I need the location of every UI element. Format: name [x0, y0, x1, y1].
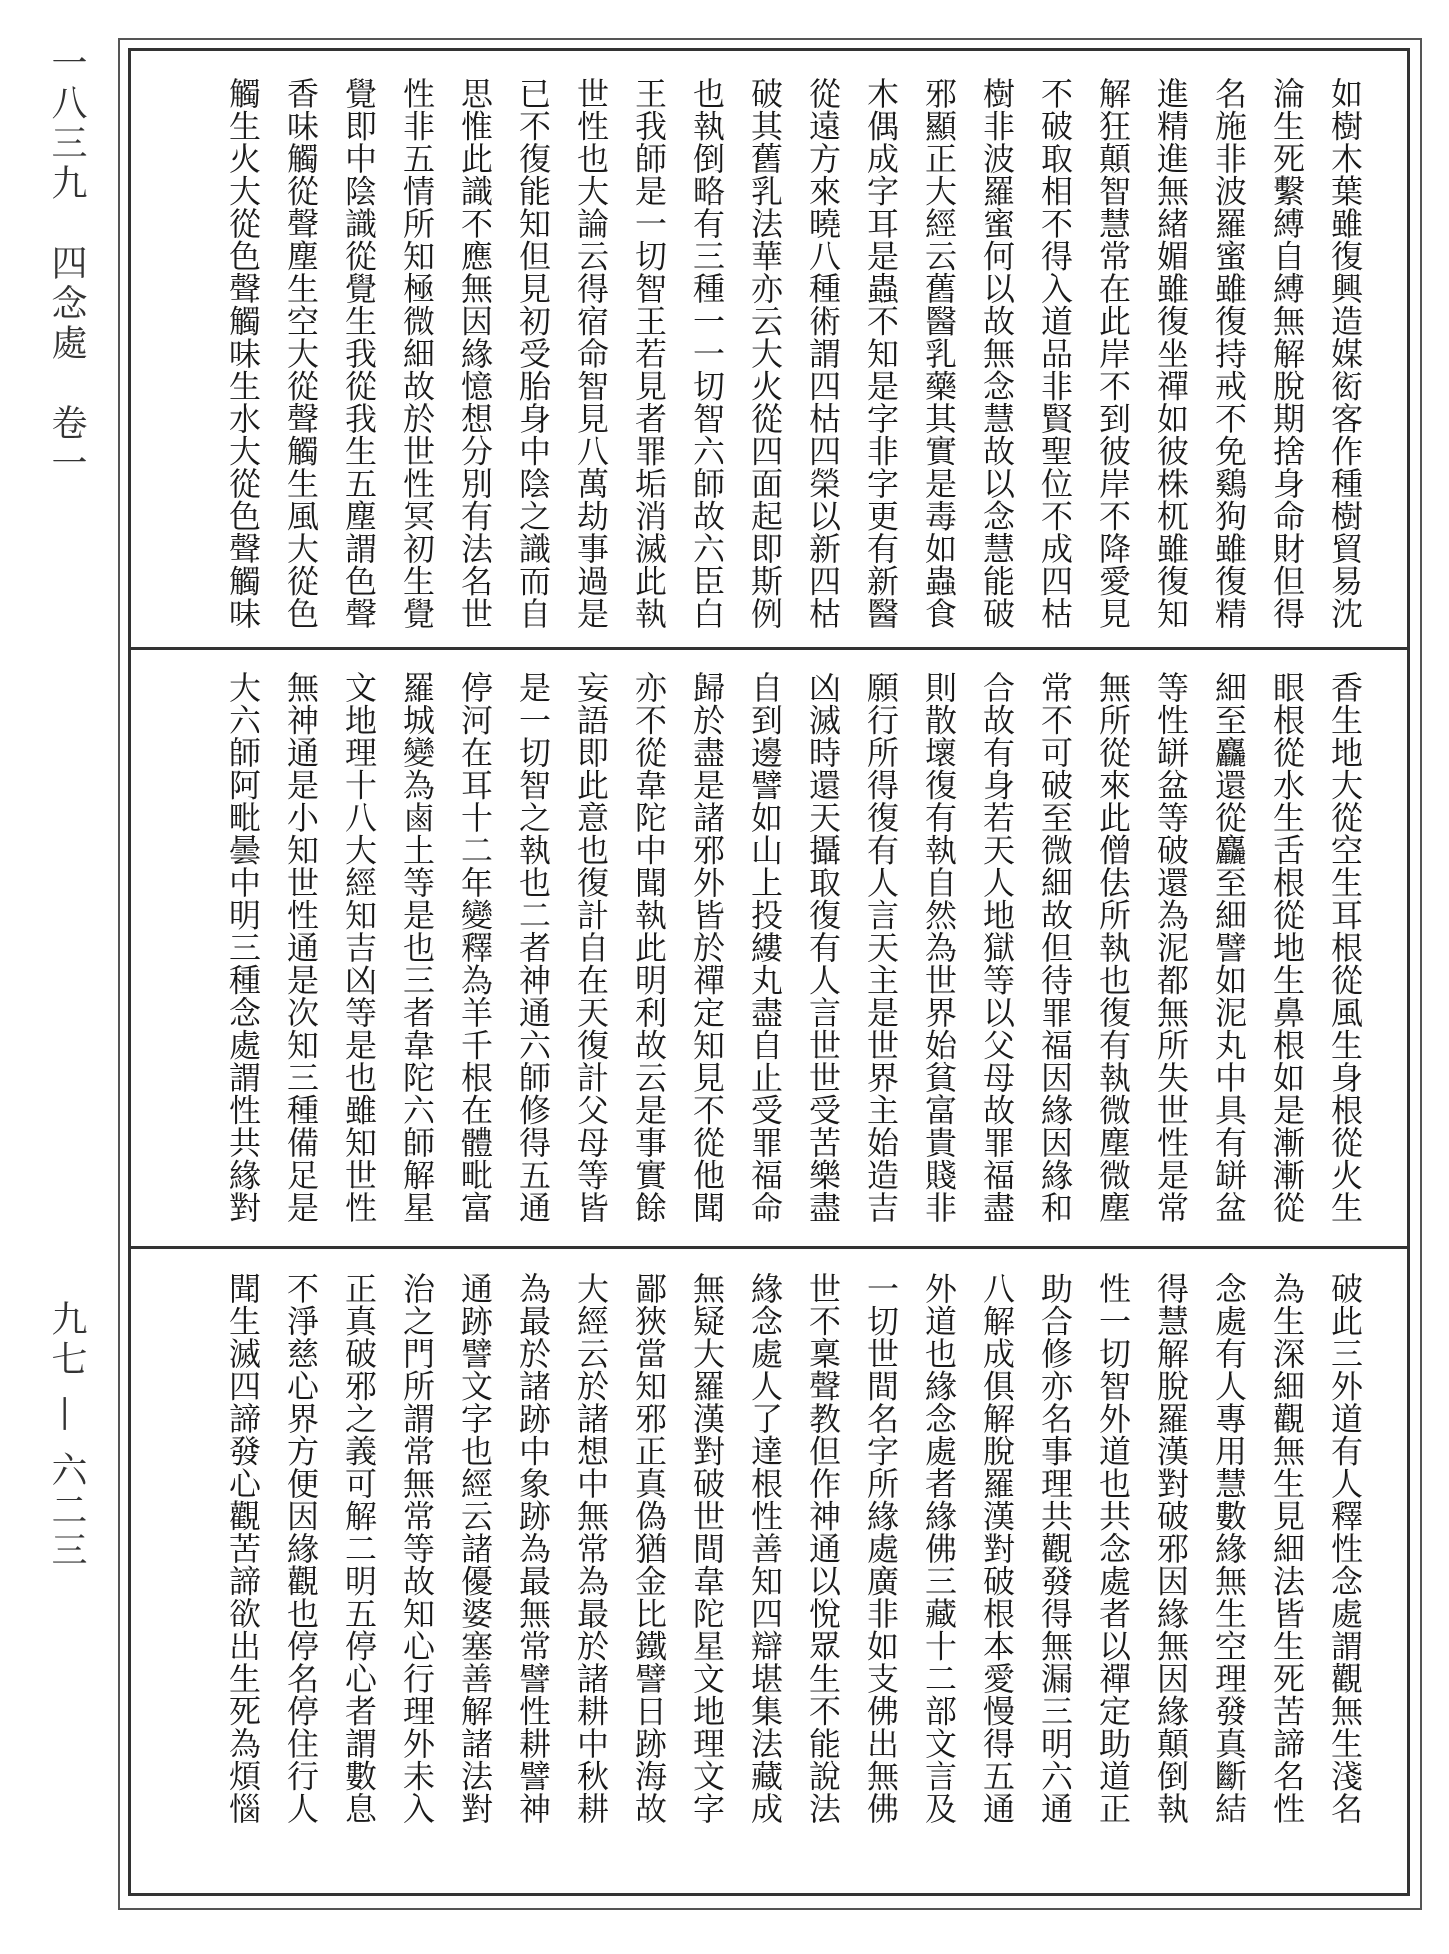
text-column: 念處有人專用慧數緣無生空理發真斷結: [1210, 1272, 1248, 1825]
text-register-3: [131, 1250, 1407, 1893]
text-column: 從遠方來曉八種術謂四枯四榮以新四枯: [804, 77, 842, 630]
text-column: 觸生火大從色聲觸味生水大從色聲觸味: [224, 77, 262, 630]
text-column: 細至麤還從麤至細譬如泥丸中具有缾盆: [1210, 671, 1248, 1224]
text-register-1: [131, 51, 1407, 648]
text-column: 世不稟聲教但作神通以悅眾生不能說法: [804, 1272, 842, 1825]
register-divider: [131, 647, 1407, 650]
text-column: 大六師阿毗曇中明三種念處謂性共緣對: [224, 671, 262, 1224]
text-column: 無疑大羅漢對破世間韋陀星文地理文字: [688, 1272, 726, 1825]
text-column: 思惟此識不應無因緣憶想分別有法名世: [456, 77, 494, 630]
text-column: 為最於諸跡中象跡為最無常譬性耕譬神: [514, 1272, 552, 1825]
text-column: 八解成俱解脫羅漢對破根本愛慢得五通: [978, 1272, 1016, 1825]
text-column: 木偶成字耳是蟲不知是字非字更有新醫: [862, 77, 900, 630]
register-divider: [131, 1246, 1407, 1249]
text-column: 羅城變為鹵土等是也三者韋陀六師解星: [398, 671, 436, 1224]
text-column: 進精進無緒媚雖復坐禪如彼株杌雖復知: [1152, 77, 1190, 630]
text-register-2: [131, 651, 1407, 1247]
text-column: 則散壞復有執自然為世界始貧富貴賤非: [920, 671, 958, 1224]
text-column: 自到邊譬如山上投縷丸盡自止受罪福命: [746, 671, 784, 1224]
text-column: 大經云於諸想中無常為最於諸耕中秋耕: [572, 1272, 610, 1825]
text-column: 治之門所謂常無常等故知心行理外未入: [398, 1272, 436, 1825]
text-column: 邪顯正大經云舊醫乳藥其實是毒如蟲食: [920, 77, 958, 630]
text-column: 願行所得復有人言天主是世界主始造吉: [862, 671, 900, 1224]
text-column: 如樹木葉雖復興造媒衒客作種樹貿易沈: [1326, 77, 1364, 630]
margin-header: 一八三九 四念處 卷一: [46, 44, 87, 484]
text-column: 合故有身若天人地獄等以父母故罪福盡: [978, 671, 1016, 1224]
text-column: 鄙狹當知邪正真偽猶金比鐵譬日跡海故: [630, 1272, 668, 1825]
text-column: 得慧解脫羅漢對破邪因緣無因緣顛倒執: [1152, 1272, 1190, 1825]
text-column: 緣念處人了達根性善知四辯堪集法藏成: [746, 1272, 784, 1825]
text-column: 樹非波羅蜜何以故無念慧故以念慧能破: [978, 77, 1016, 630]
text-column: 亦不從韋陀中聞執此明利故云是事實餘: [630, 671, 668, 1224]
text-column: 外道也緣念處者緣佛三藏十二部文言及: [920, 1272, 958, 1825]
text-column: 常不可破至微細故但待罪福因緣因緣和: [1036, 671, 1074, 1224]
text-column: 助合修亦名事理共觀發得無漏三明六通: [1036, 1272, 1074, 1825]
text-column: 文地理十八大經知吉凶等是也雖知世性: [340, 671, 378, 1224]
text-column: 性一切智外道也共念處者以禪定助道正: [1094, 1272, 1132, 1825]
text-column: 也執倒略有三種一一切智六師故六臣白: [688, 77, 726, 630]
text-column: 破其舊乳法華亦云大火從四面起即斯例: [746, 77, 784, 630]
text-column: 妄語即此意也復計自在天復計父母等皆: [572, 671, 610, 1224]
margin-page-number: 九七 — 六二三: [46, 1300, 87, 1571]
text-column: 解狂顛智慧常在此岸不到彼岸不降愛見: [1094, 77, 1132, 630]
text-column: 通跡譬文字也經云諸優婆塞善解諸法對: [456, 1272, 494, 1825]
text-column: 聞生滅四諦發心觀苦諦欲出生死為煩惱: [224, 1272, 262, 1825]
text-column: 是一切智之執也二者神通六師修得五通: [514, 671, 552, 1224]
text-column: 不淨慈心界方便因緣觀也停名停住行人: [282, 1272, 320, 1825]
text-column: 一切世間名字所緣處廣非如支佛出無佛: [862, 1272, 900, 1825]
text-column: 已不復能知但見初受胎身中陰之識而自: [514, 77, 552, 630]
text-column: 淪生死繫縛自縛無解脫期捨身命財但得: [1268, 77, 1306, 630]
text-column: 無所從來此僧佉所執也復有執微塵微塵: [1094, 671, 1132, 1224]
text-column: 歸於盡是諸邪外皆於禪定知見不從他聞: [688, 671, 726, 1224]
text-column: 為生深細觀無生見細法皆生死苦諦名性: [1268, 1272, 1306, 1825]
text-column: 無神通是小知世性通是次知三種備足是: [282, 671, 320, 1224]
text-column: 王我師是一切智王若見者罪垢消滅此執: [630, 77, 668, 630]
text-column: 香生地大從空生耳根從風生身根從火生: [1326, 671, 1364, 1224]
text-column: 凶滅時還天攝取復有人言世世受苦樂盡: [804, 671, 842, 1224]
text-column: 不破取相不得入道品非賢聖位不成四枯: [1036, 77, 1074, 630]
text-column: 停河在耳十二年變釋為羊千根在體毗富: [456, 671, 494, 1224]
text-column: 世性也大論云得宿命智見八萬劫事過是: [572, 77, 610, 630]
text-column: 香味觸從聲塵生空大從聲觸生風大從色: [282, 77, 320, 630]
text-column: 性非五情所知極微細故於世性冥初生覺: [398, 77, 436, 630]
text-column: 眼根從水生舌根從地生鼻根如是漸漸從: [1268, 671, 1306, 1224]
text-column: 名施非波羅蜜雖復持戒不免鷄狗雖復精: [1210, 77, 1248, 630]
text-column: 破此三外道有人釋性念處謂觀無生淺名: [1326, 1272, 1364, 1825]
text-column: 等性缾盆等破還為泥都無所失世性是常: [1152, 671, 1190, 1224]
text-column: 覺即中陰識從覺生我從我生五塵謂色聲: [340, 77, 378, 630]
text-column: 正真破邪之義可解二明五停心者謂數息: [340, 1272, 378, 1825]
